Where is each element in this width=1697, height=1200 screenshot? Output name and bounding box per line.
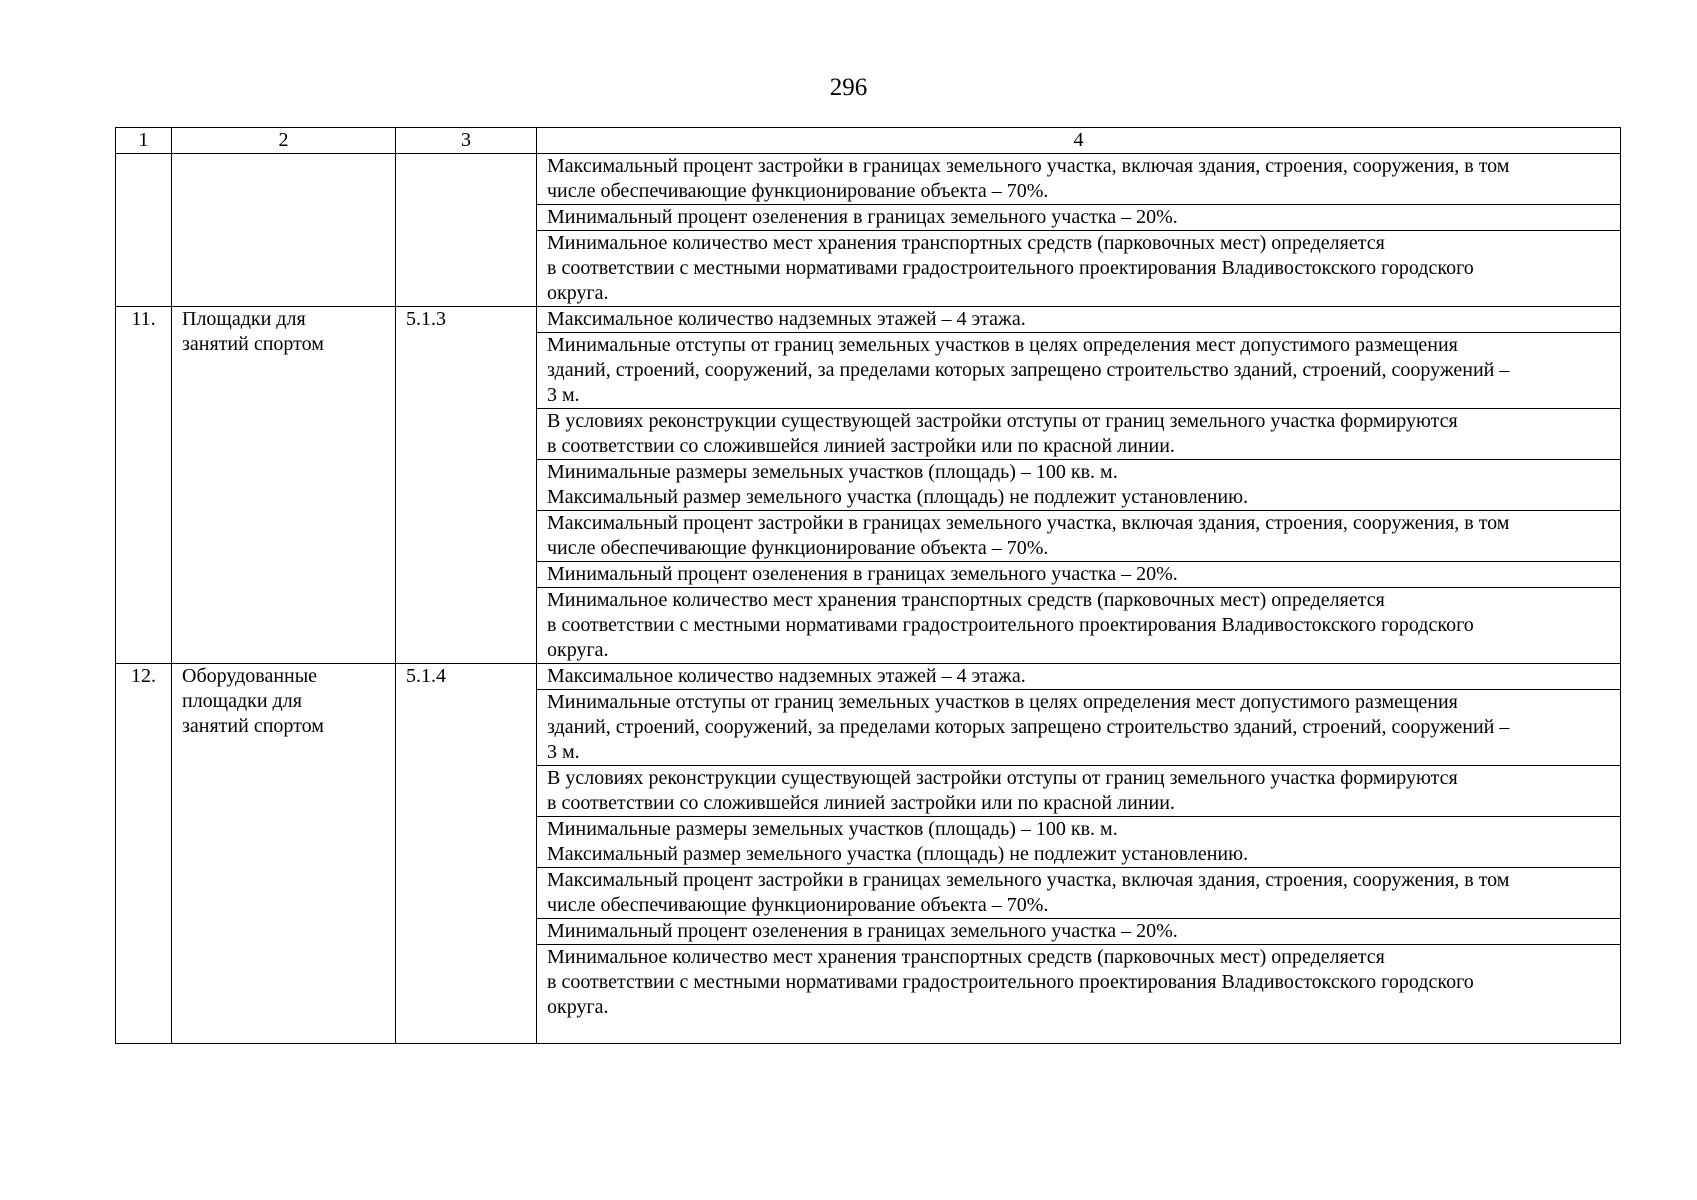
text-line: Минимальные отступы от границ земельных участков в целях определения мест допустимого размещения — [547, 691, 1458, 713]
text-line: округа. — [547, 639, 609, 661]
text-line: занятий спортом — [182, 715, 324, 737]
text-line: Минимальный процент озеленения в границах земельного участка – 20%. — [547, 920, 1178, 942]
text-line: Минимальный процент озеленения в границах земельного участка – 20%. — [547, 206, 1178, 228]
regulations-table — [115, 127, 1621, 1044]
column-header: 2 — [172, 128, 396, 154]
requirement-cell — [537, 511, 1621, 562]
text-line: в соответствии с местными нормативами градостроительного проектирования Владивостокского городского — [547, 614, 1474, 636]
text-line: Максимальный размер земельного участка (площадь) не подлежит установлению. — [547, 486, 1249, 508]
entry-name — [172, 664, 396, 1044]
requirement-cell — [537, 817, 1621, 868]
text-line: числе обеспечивающие функционирование объекта – 70%. — [547, 894, 1049, 916]
requirement-cell — [537, 690, 1621, 766]
num-cell — [116, 154, 172, 307]
column-header: 3 — [396, 128, 537, 154]
text-line: зданий, строений, сооружений, за пределами которых запрещено строительство зданий, строений, сооружений – — [547, 716, 1510, 738]
column-header: 1 — [116, 128, 172, 154]
name-cell — [172, 154, 396, 307]
text-line: В условиях реконструкции существующей застройки отступы от границ земельного участка формируются — [547, 410, 1458, 432]
requirement-cell — [537, 766, 1621, 817]
page-number: 296 — [829, 74, 868, 101]
requirement-cell — [537, 664, 1621, 690]
text-line: Минимальное количество мест хранения транспортных средств (парковочных мест) определяется — [547, 232, 1385, 254]
text-line: в соответствии с местными нормативами градостроительного проектирования Владивостокского городского — [547, 257, 1474, 279]
requirement-cell — [537, 562, 1621, 588]
column-header: 4 — [537, 128, 1621, 154]
entry-code: 5.1.3 — [396, 307, 537, 664]
entry-number: 12. — [116, 664, 172, 1044]
requirement-cell — [537, 154, 1621, 205]
table-row — [116, 307, 1621, 333]
text-line: в соответствии с местными нормативами градостроительного проектирования Владивостокского городского — [547, 971, 1474, 993]
text-line: зданий, строений, сооружений, за пределами которых запрещено строительство зданий, строений, сооружений – — [547, 359, 1510, 381]
table-row — [116, 154, 1621, 205]
text-line: в соответствии со сложившейся линией застройки или по красной линии. — [547, 792, 1175, 814]
text-line: в соответствии со сложившейся линией застройки или по красной линии. — [547, 435, 1175, 457]
requirement-cell — [537, 231, 1621, 307]
text-line: округа. — [547, 282, 609, 304]
text-line: Максимальный процент застройки в границах земельного участка, включая здания, строения, сооружения, в том — [547, 155, 1510, 177]
requirement-cell — [537, 588, 1621, 664]
text-line: В условиях реконструкции существующей застройки отступы от границ земельного участка формируются — [547, 767, 1458, 789]
text-line: числе обеспечивающие функционирование объекта – 70%. — [547, 537, 1049, 559]
text-line: 3 м. — [547, 741, 580, 763]
text-line: Минимальные размеры земельных участков (площадь) – 100 кв. м. — [547, 461, 1118, 483]
requirement-cell — [537, 919, 1621, 945]
text-line: Максимальное количество надземных этажей – 4 этажа. — [547, 665, 1026, 687]
requirement-cell — [537, 307, 1621, 333]
text-line: Минимальные отступы от границ земельных участков в целях определения мест допустимого размещения — [547, 334, 1458, 356]
requirement-cell — [537, 409, 1621, 460]
requirement-cell — [537, 205, 1621, 231]
requirement-cell — [537, 460, 1621, 511]
requirement-cell — [537, 868, 1621, 919]
table-row — [116, 664, 1621, 690]
text-line: Максимальный процент застройки в границах земельного участка, включая здания, строения, сооружения, в том — [547, 869, 1510, 891]
requirement-cell — [537, 333, 1621, 409]
code-cell — [396, 154, 537, 307]
text-line: Минимальное количество мест хранения транспортных средств (парковочных мест) определяется — [547, 589, 1385, 611]
text-line: Площадки для — [182, 308, 306, 330]
text-line: Минимальное количество мест хранения транспортных средств (парковочных мест) определяется — [547, 946, 1385, 968]
text-line: площадки для — [182, 690, 302, 712]
text-line: Минимальные размеры земельных участков (площадь) – 100 кв. м. — [547, 818, 1118, 840]
text-line: 3 м. — [547, 384, 580, 406]
entry-number: 11. — [116, 307, 172, 664]
text-line: округа. — [547, 996, 609, 1018]
text-line: Максимальный процент застройки в границах земельного участка, включая здания, строения, сооружения, в том — [547, 512, 1510, 534]
entry-name — [172, 307, 396, 664]
text-line: занятий спортом — [182, 333, 324, 355]
text-line: Оборудованные — [182, 665, 318, 687]
text-line: Минимальный процент озеленения в границах земельного участка – 20%. — [547, 563, 1178, 585]
text-line: Максимальное количество надземных этажей – 4 этажа. — [547, 308, 1026, 330]
text-line: числе обеспечивающие функционирование объекта – 70%. — [547, 180, 1049, 202]
header-row — [116, 128, 1621, 154]
text-line: Максимальный размер земельного участка (площадь) не подлежит установлению. — [547, 843, 1249, 865]
entry-code: 5.1.4 — [396, 664, 537, 1044]
requirement-cell — [537, 945, 1621, 1044]
